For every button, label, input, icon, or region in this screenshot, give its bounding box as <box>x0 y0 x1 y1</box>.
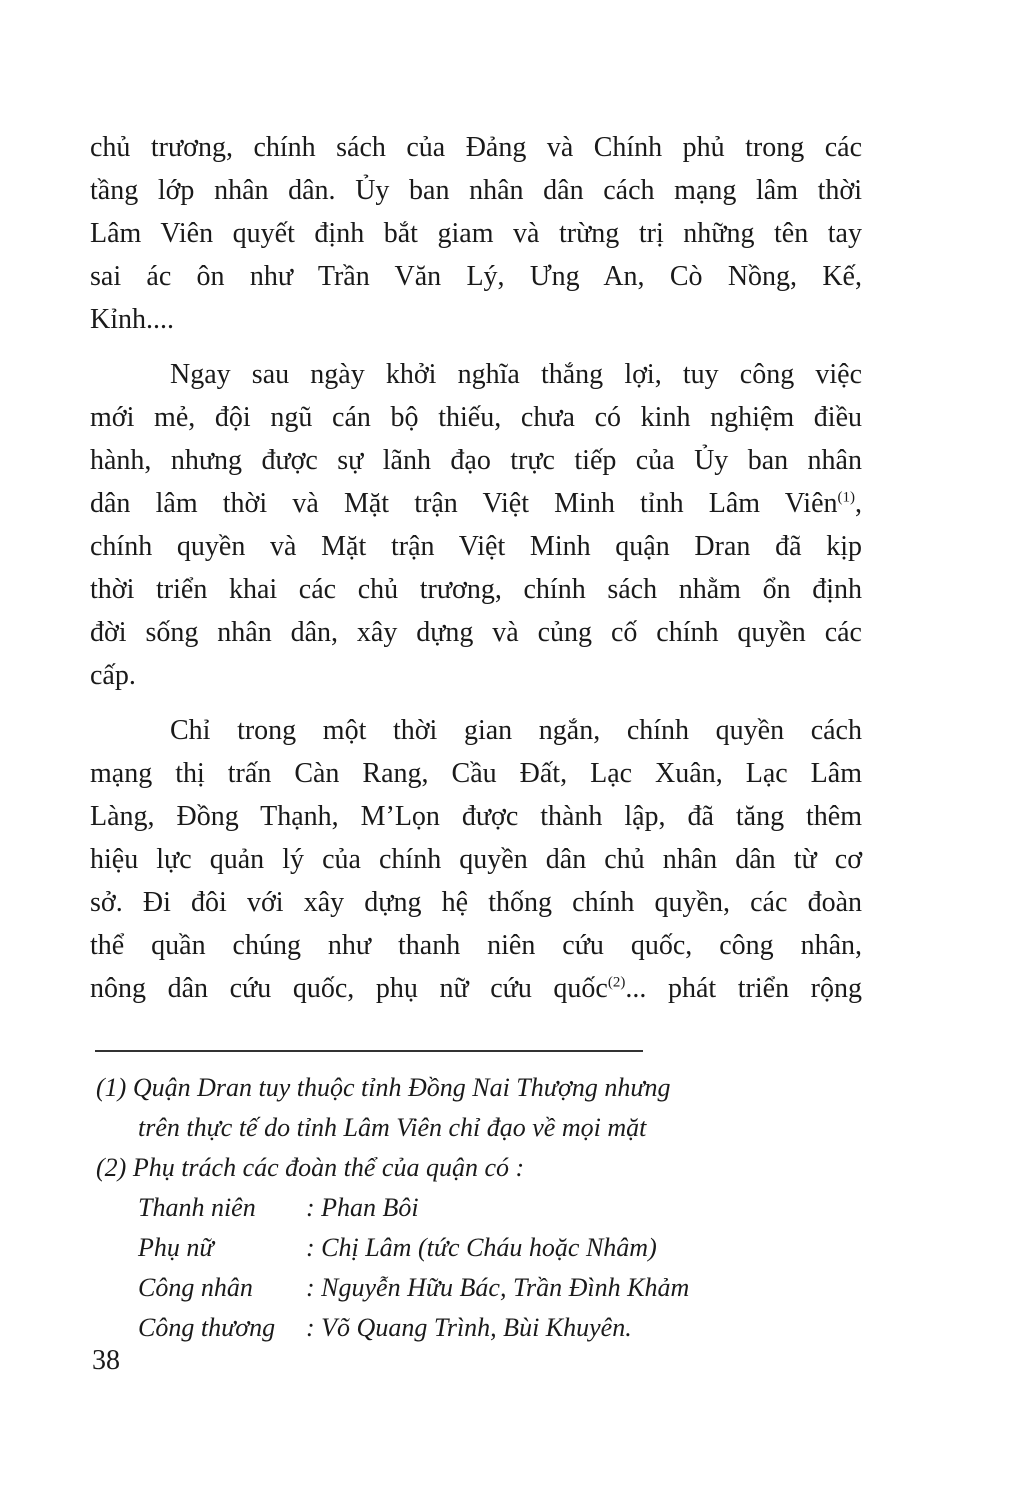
text-line: Ngay sau ngày khởi nghĩa thắng lợi, tuy công việc <box>170 359 862 390</box>
text-line: mới mẻ, đội ngũ cán bộ thiếu, chưa có kinh nghiệm điều <box>90 402 862 433</box>
text-line: thể quần chúng như thanh niên cứu quốc, công nhân, <box>90 930 862 961</box>
footnote-1-line: trên thực tế do tỉnh Lâm Viên chỉ đạo về mọi mặt <box>138 1113 647 1142</box>
text-line: sở. Đi đôi với xây dựng hệ thống chính quyền, các đoàn <box>90 887 862 918</box>
footnote-divider <box>95 1050 643 1052</box>
role-value: : Chị Lâm (tức Cháu hoặc Nhâm) <box>306 1233 657 1262</box>
footnote-ref-2: (2) <box>607 974 626 991</box>
footnote-ref-1: (1) <box>837 489 855 506</box>
text-line: cấp. <box>90 660 136 691</box>
text-segment: nông dân cứu quốc, phụ nữ cứu quốc <box>90 973 608 1004</box>
text-line: Làng, Đồng Thạnh, M’Lọn được thành lập, đã tăng thêm <box>90 801 862 832</box>
role-label: Phụ nữ <box>138 1233 214 1262</box>
text-line: Kỉnh.... <box>90 304 174 335</box>
footnotes <box>96 1068 876 1348</box>
text-segment: dân lâm thời và Mặt trận Việt Minh tỉnh Lâm Viên <box>90 488 838 519</box>
page-number: 38 <box>92 1345 120 1376</box>
footnote-role-row <box>96 1228 876 1268</box>
footnote-role-row <box>96 1268 876 1308</box>
comma: , <box>855 488 862 519</box>
text-line-with-ref <box>90 967 862 1010</box>
paragraph-gap <box>90 341 862 353</box>
text-line: Lâm Viên quyết định bắt giam và trừng trị những tên tay <box>90 218 862 249</box>
text-line: hiệu lực quản lý của chính quyền dân chủ nhân dân từ cơ <box>90 844 862 875</box>
text-line: chủ trương, chính sách của Đảng và Chính phủ trong các <box>90 132 862 163</box>
text-line: đời sống nhân dân, xây dựng và củng cố chính quyền các <box>90 617 862 648</box>
paragraph <box>90 353 862 697</box>
role-label: Thanh niên <box>138 1193 256 1222</box>
text-line: tầng lớp nhân dân. Ủy ban nhân dân cách mạng lâm thời <box>90 175 862 206</box>
role-label: Công thương <box>138 1313 276 1342</box>
paragraph-gap <box>90 697 862 709</box>
role-value: : Phan Bôi <box>306 1193 419 1222</box>
role-value: : Võ Quang Trình, Bùi Khuyên. <box>306 1313 632 1342</box>
text-segment: ... phát triển rộng <box>625 973 862 1004</box>
footnote-2-line: (2) Phụ trách các đoàn thể của quận có : <box>96 1153 525 1182</box>
footnote-role-row <box>96 1188 876 1228</box>
paragraph <box>90 126 862 341</box>
text-line: mạng thị trấn Càn Rang, Cầu Đất, Lạc Xuân, Lạc Lâm <box>90 758 862 789</box>
text-line: hành, nhưng được sự lãnh đạo trực tiếp của Ủy ban nhân <box>90 445 862 476</box>
main-text <box>90 126 862 1010</box>
role-value: : Nguyễn Hữu Bác, Trần Đình Khảm <box>306 1273 690 1302</box>
footnote-role-row <box>96 1308 876 1348</box>
paragraph <box>90 709 862 1010</box>
footnote-1-line: (1) Quận Dran tuy thuộc tỉnh Đồng Nai Thượng nhưng <box>96 1073 671 1102</box>
role-label: Công nhân <box>138 1273 253 1302</box>
text-line: Chỉ trong một thời gian ngắn, chính quyền cách <box>170 715 862 746</box>
text-line: chính quyền và Mặt trận Việt Minh quận Dran đã kịp <box>90 531 862 562</box>
text-line: sai ác ôn như Trần Văn Lý, Ưng An, Cò Nồng, Kế, <box>90 261 862 292</box>
text-line: thời triển khai các chủ trương, chính sách nhằm ổn định <box>90 574 862 605</box>
text-line-with-ref <box>90 482 862 525</box>
